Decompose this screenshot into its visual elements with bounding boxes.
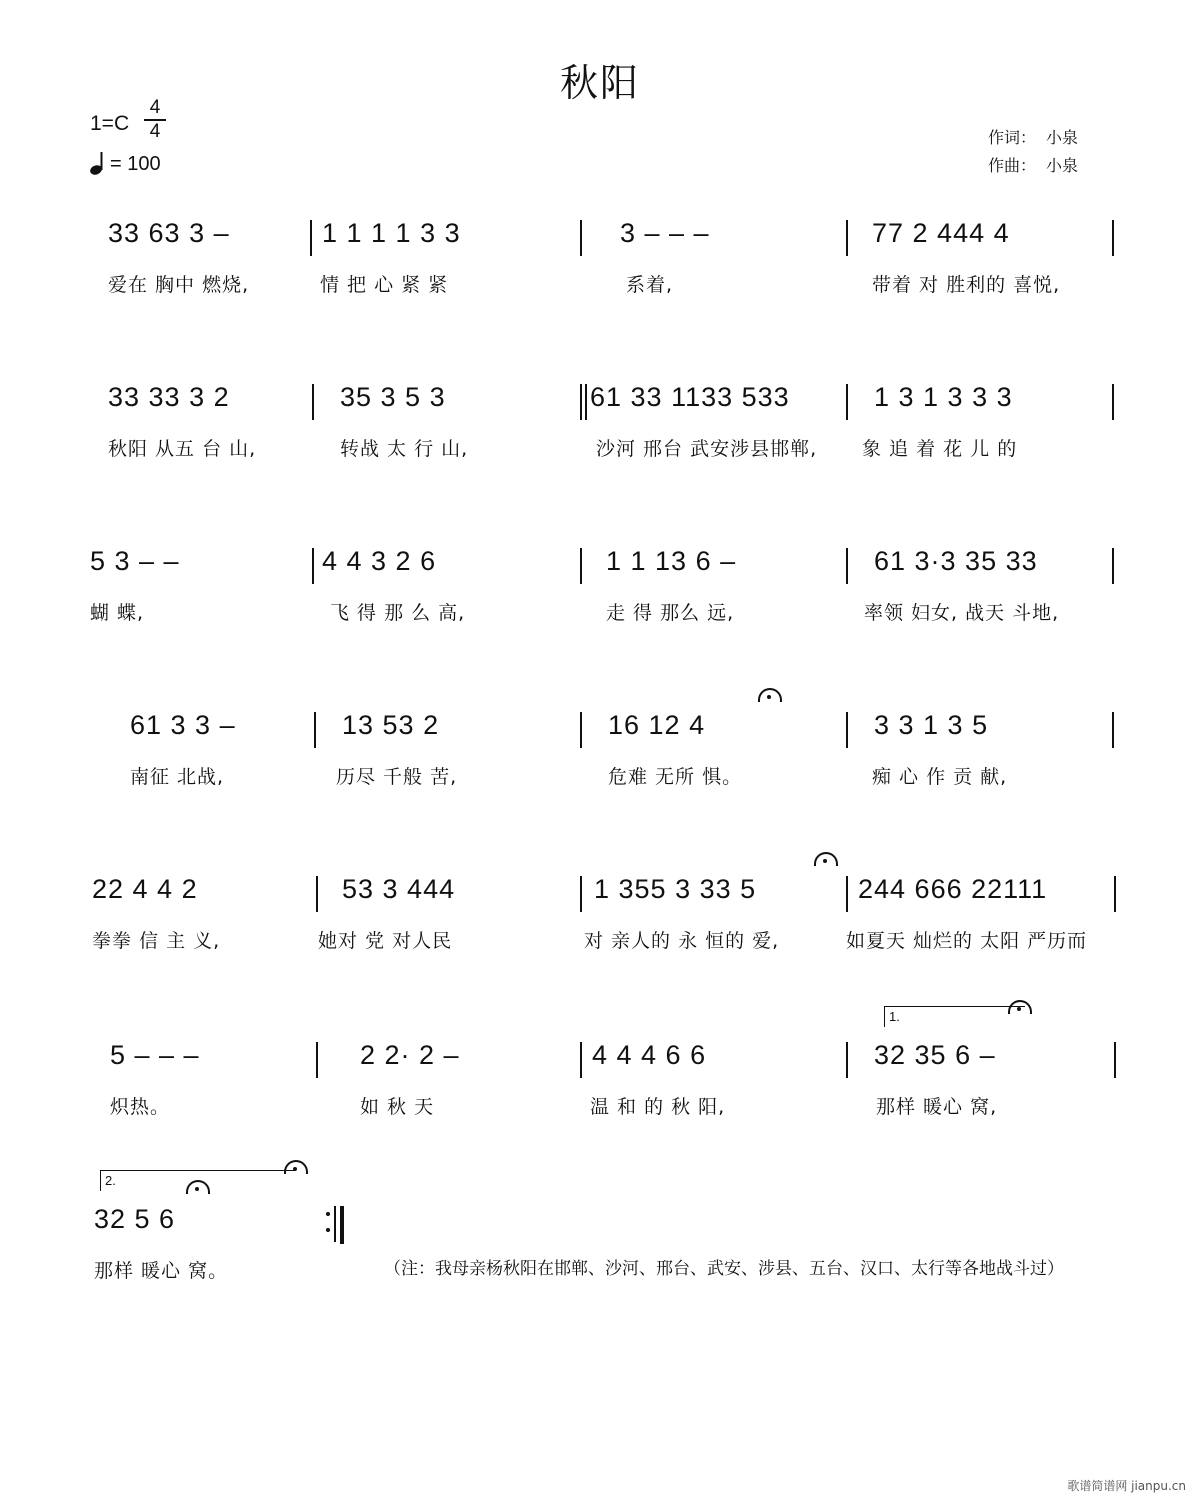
measure-lyric: 率领 妇女, 战天 斗地, xyxy=(864,602,1060,624)
measure-notes: 3 – – – xyxy=(620,218,710,248)
time-signature-top: 4 xyxy=(149,97,161,118)
measure-notes: 77 2 444 4 xyxy=(872,218,1010,248)
barline xyxy=(312,548,314,584)
measure-lyric: 带着 对 胜利的 喜悦, xyxy=(872,274,1061,296)
measure-notes: 13 53 2 xyxy=(342,710,440,740)
lyricist-name: 小泉 xyxy=(1046,128,1079,147)
measure-notes: 5 – – – xyxy=(110,1040,200,1070)
barline xyxy=(846,876,848,912)
barline xyxy=(334,1206,336,1242)
barline xyxy=(846,548,848,584)
fermata-icon xyxy=(758,688,782,702)
measure-lyric: 转战 太 行 山, xyxy=(340,438,469,460)
fermata-icon xyxy=(1008,1000,1032,1014)
measure-lyric: 那样 暖心 窝。 xyxy=(94,1260,229,1282)
tempo-marking xyxy=(88,150,161,176)
measure-notes: 1 1 1 1 3 3 xyxy=(322,218,461,248)
measure-notes: 61 3·3 35 33 xyxy=(874,546,1038,576)
composer-line xyxy=(988,152,1078,180)
measure-notes: 1 3 1 3 3 3 xyxy=(874,382,1013,412)
quarter-note-icon xyxy=(88,150,110,176)
measure-lyric: 对 亲人的 永 恒的 爱, xyxy=(584,930,780,952)
measure-notes: 3 3 1 3 5 xyxy=(874,710,989,740)
measure-lyric: 炽热。 xyxy=(110,1096,171,1118)
barline xyxy=(310,220,312,256)
credits xyxy=(988,124,1078,180)
measure-lyric: 情 把 心 紧 紧 xyxy=(320,274,449,296)
measure-lyric: 痴 心 作 贡 献, xyxy=(872,766,1008,788)
measure-notes: 4 4 4 6 6 xyxy=(592,1040,707,1070)
staff-system-5 xyxy=(0,874,1200,974)
measure-lyric: 如 秋 天 xyxy=(360,1096,435,1118)
measure-lyric: 南征 北战, xyxy=(130,766,225,788)
measure-lyric: 拳拳 信 主 义, xyxy=(92,930,221,952)
measure-lyric: 系着, xyxy=(626,274,674,296)
measure-notes: 32 5 6 xyxy=(94,1204,176,1234)
measure-notes: 32 35 6 – xyxy=(874,1040,996,1070)
barline xyxy=(580,220,582,256)
key-signature: 1=C xyxy=(90,112,130,135)
measure-lyric: 温 和 的 秋 阳, xyxy=(590,1096,726,1118)
measure-lyric: 如夏天 灿烂的 太阳 严历而 xyxy=(846,930,1088,952)
staff-system-2 xyxy=(0,382,1200,482)
measure-notes: 1 355 3 33 5 xyxy=(594,874,757,904)
measure-lyric: 象 追 着 花 儿 的 xyxy=(862,438,1018,460)
barline xyxy=(1114,1042,1116,1078)
measure-notes: 61 3 3 – xyxy=(130,710,236,740)
barline xyxy=(580,876,582,912)
barline xyxy=(846,384,848,420)
repeat-dot xyxy=(326,1228,330,1232)
repeat-dot xyxy=(326,1212,330,1216)
barline xyxy=(1112,220,1114,256)
measure-lyric: 那样 暖心 窝, xyxy=(876,1096,998,1118)
staff-system-6 xyxy=(0,1009,1200,1140)
barline xyxy=(580,1042,582,1078)
measure-notes: 61 33 1133 533 xyxy=(590,382,790,412)
fermata-icon xyxy=(284,1160,308,1174)
measure-notes: 4 4 3 2 6 xyxy=(322,546,437,576)
barline xyxy=(846,712,848,748)
volta-2-bracket: 2. xyxy=(100,1170,295,1191)
composer-label: 作曲： xyxy=(988,156,1037,175)
footnote-text: （注：我母亲杨秋阳在邯郸、沙河、邢台、武安、涉县、五台、汉口、太行等各地战斗过） xyxy=(384,1259,1064,1279)
barline xyxy=(1112,384,1114,420)
measure-lyric: 飞 得 那 么 高, xyxy=(330,602,466,624)
barline xyxy=(316,1042,318,1078)
final-barline xyxy=(340,1206,344,1244)
measure-lyric: 走 得 那么 远, xyxy=(606,602,735,624)
composer-name: 小泉 xyxy=(1046,156,1079,175)
barline xyxy=(580,712,582,748)
barline xyxy=(846,220,848,256)
barline xyxy=(312,384,314,420)
measure-notes: 22 4 4 2 xyxy=(92,874,198,904)
barline xyxy=(585,384,587,420)
measure-notes: 33 33 3 2 xyxy=(108,382,230,412)
barline xyxy=(316,876,318,912)
measure-lyric: 爱在 胸中 燃烧, xyxy=(108,274,250,296)
lyricist-label: 作词： xyxy=(988,128,1037,147)
measure-notes: 53 3 444 xyxy=(342,874,456,904)
lyricist-line xyxy=(988,124,1078,152)
measure-lyric: 历尽 千般 苦, xyxy=(336,766,458,788)
volta-1-bracket: 1. xyxy=(884,1006,1025,1027)
barline xyxy=(314,712,316,748)
time-signature-bottom: 4 xyxy=(149,120,161,142)
page-title: 秋阳 xyxy=(559,61,640,105)
fermata-icon xyxy=(814,852,838,866)
measure-lyric: 沙河 邢台 武安涉县邯郸, xyxy=(596,438,818,460)
staff-system-3 xyxy=(0,546,1200,646)
measure-lyric: 她对 党 对人民 xyxy=(318,930,453,952)
measure-notes: 16 12 4 xyxy=(608,710,706,740)
watermark: 歌谱简谱网 jianpu.cn xyxy=(1067,1479,1186,1493)
tempo-value: = 100 xyxy=(110,153,161,175)
measure-lyric: 危难 无所 惧。 xyxy=(608,766,743,788)
measure-notes: 35 3 5 3 xyxy=(340,382,446,412)
measure-notes: 1 1 13 6 – xyxy=(606,546,737,576)
barline xyxy=(1114,876,1116,912)
measure-notes: 2 2· 2 – xyxy=(360,1040,460,1070)
barline xyxy=(580,548,582,584)
measure-lyric: 蝴 蝶, xyxy=(90,602,145,624)
measure-notes: 33 63 3 – xyxy=(108,218,230,248)
time-signature xyxy=(142,97,168,143)
barline xyxy=(1112,712,1114,748)
staff-system-1 xyxy=(0,218,1200,318)
barline xyxy=(580,384,582,420)
measure-notes: 244 666 22111 xyxy=(858,874,1048,904)
barline xyxy=(846,1042,848,1078)
measure-lyric: 秋阳 从五 台 山, xyxy=(108,438,257,460)
barline xyxy=(1112,548,1114,584)
measure-notes: 5 3 – – xyxy=(90,546,180,576)
staff-system-4 xyxy=(0,710,1200,810)
